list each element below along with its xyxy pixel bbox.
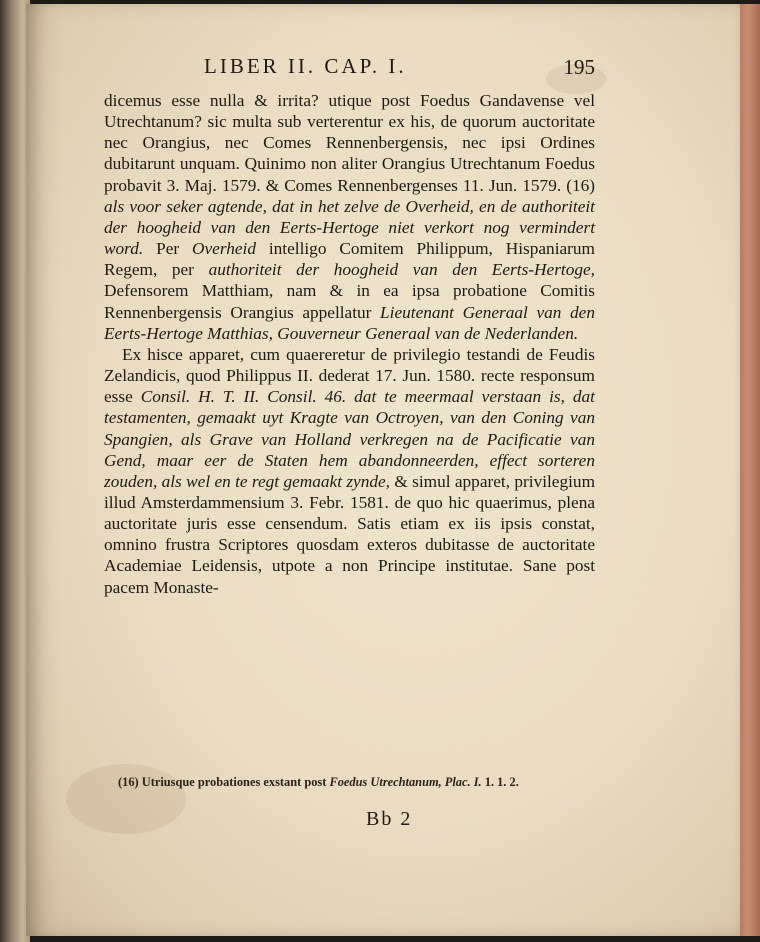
text-run: dicemus esse nulla & irrita? utique post Foedus Gandavense vel Utrechtanum? sic multa sub verterentur ex his, de quorum auctoritate nec Orangius, nec Comes Rennenbergensis, nec ipsi Ordines dubitarunt unquam. Quinimo non aliter Orangius Utrechtanum Foedus probavit 3. Maj. 1579. & Comes Rennenbergenses 11. Jun. 1579. (16): [104, 91, 595, 195]
page-fore-edge: [740, 4, 760, 936]
text-block: [104, 54, 595, 598]
page-number: 195: [563, 55, 595, 79]
text-run: Defensorem Matthiam, nam & in ea ipsa probatione Comitis Rennenbergensis Orangius appellatur: [104, 281, 595, 322]
running-head: [104, 54, 595, 90]
paragraph: [104, 90, 595, 344]
paragraph: [104, 344, 595, 598]
text-run: & simul apparet, privilegium illud Amsterdammensium 3. Febr. 1581. de quo hic quaerimus, plena auctoritate juris esse censendum. Satis etiam ex iis ipsis constat, omnino frustra Scriptores quosdam exteros dubitasse de auctoritate Academiae Leidensis, utpote a non Principe institutae. Sane post pacem Monaste-: [104, 471, 596, 597]
running-head-title: LIBER II. CAP. I.: [204, 54, 407, 78]
footnote-run: 1. 1. 2.: [481, 775, 519, 789]
italic-run: als voor seker agtende, dat in het zelve de Overheid, en de authoriteit der hoogheid van den Eerts-Hertoge niet verkort nog vermindert word.: [104, 196, 595, 259]
signature-mark: Bb 2: [366, 808, 413, 830]
italic-run: Consil. H. T. II. Consil. 46. dat te meermaal verstaan is, dat testamenten, gemaakt uyt Kragte van Octroyen, van den Coning van Spangien, als Grave van Holland verkregen na de Pacificatie van Gend, maar eer de Staten hem abandonneerden, effect sorteren zouden, als wel en te regt gemaakt zynde,: [104, 387, 595, 491]
text-run: Ex hisce apparet, cum quaereretur de privilegio testandi de Feudis Zelandicis, quod Philippus II. dederat 17. Jun. 1580. recte responsum esse: [104, 344, 595, 407]
italic-run: authoriteit der hoogheid van den Eerts-Hertoge,: [208, 260, 595, 280]
footnote-run: (16) Utriusque probationes exstant post: [118, 775, 330, 789]
footnote: [118, 774, 596, 791]
text-run: Per: [143, 239, 192, 259]
italic-run: Lieutenant Generaal van den Eerts-Hertoge Matthias, Gouverneur Generaal van de Nederlanden.: [104, 302, 595, 343]
text-run: intelligo Comitem Philippum, Hispaniarum Regem, per: [104, 239, 595, 280]
italic-run: Overheid: [192, 239, 256, 259]
footnote-italic-run: Foedus Utrechtanum, Plac. I.: [329, 775, 482, 789]
body-text: [104, 90, 595, 598]
